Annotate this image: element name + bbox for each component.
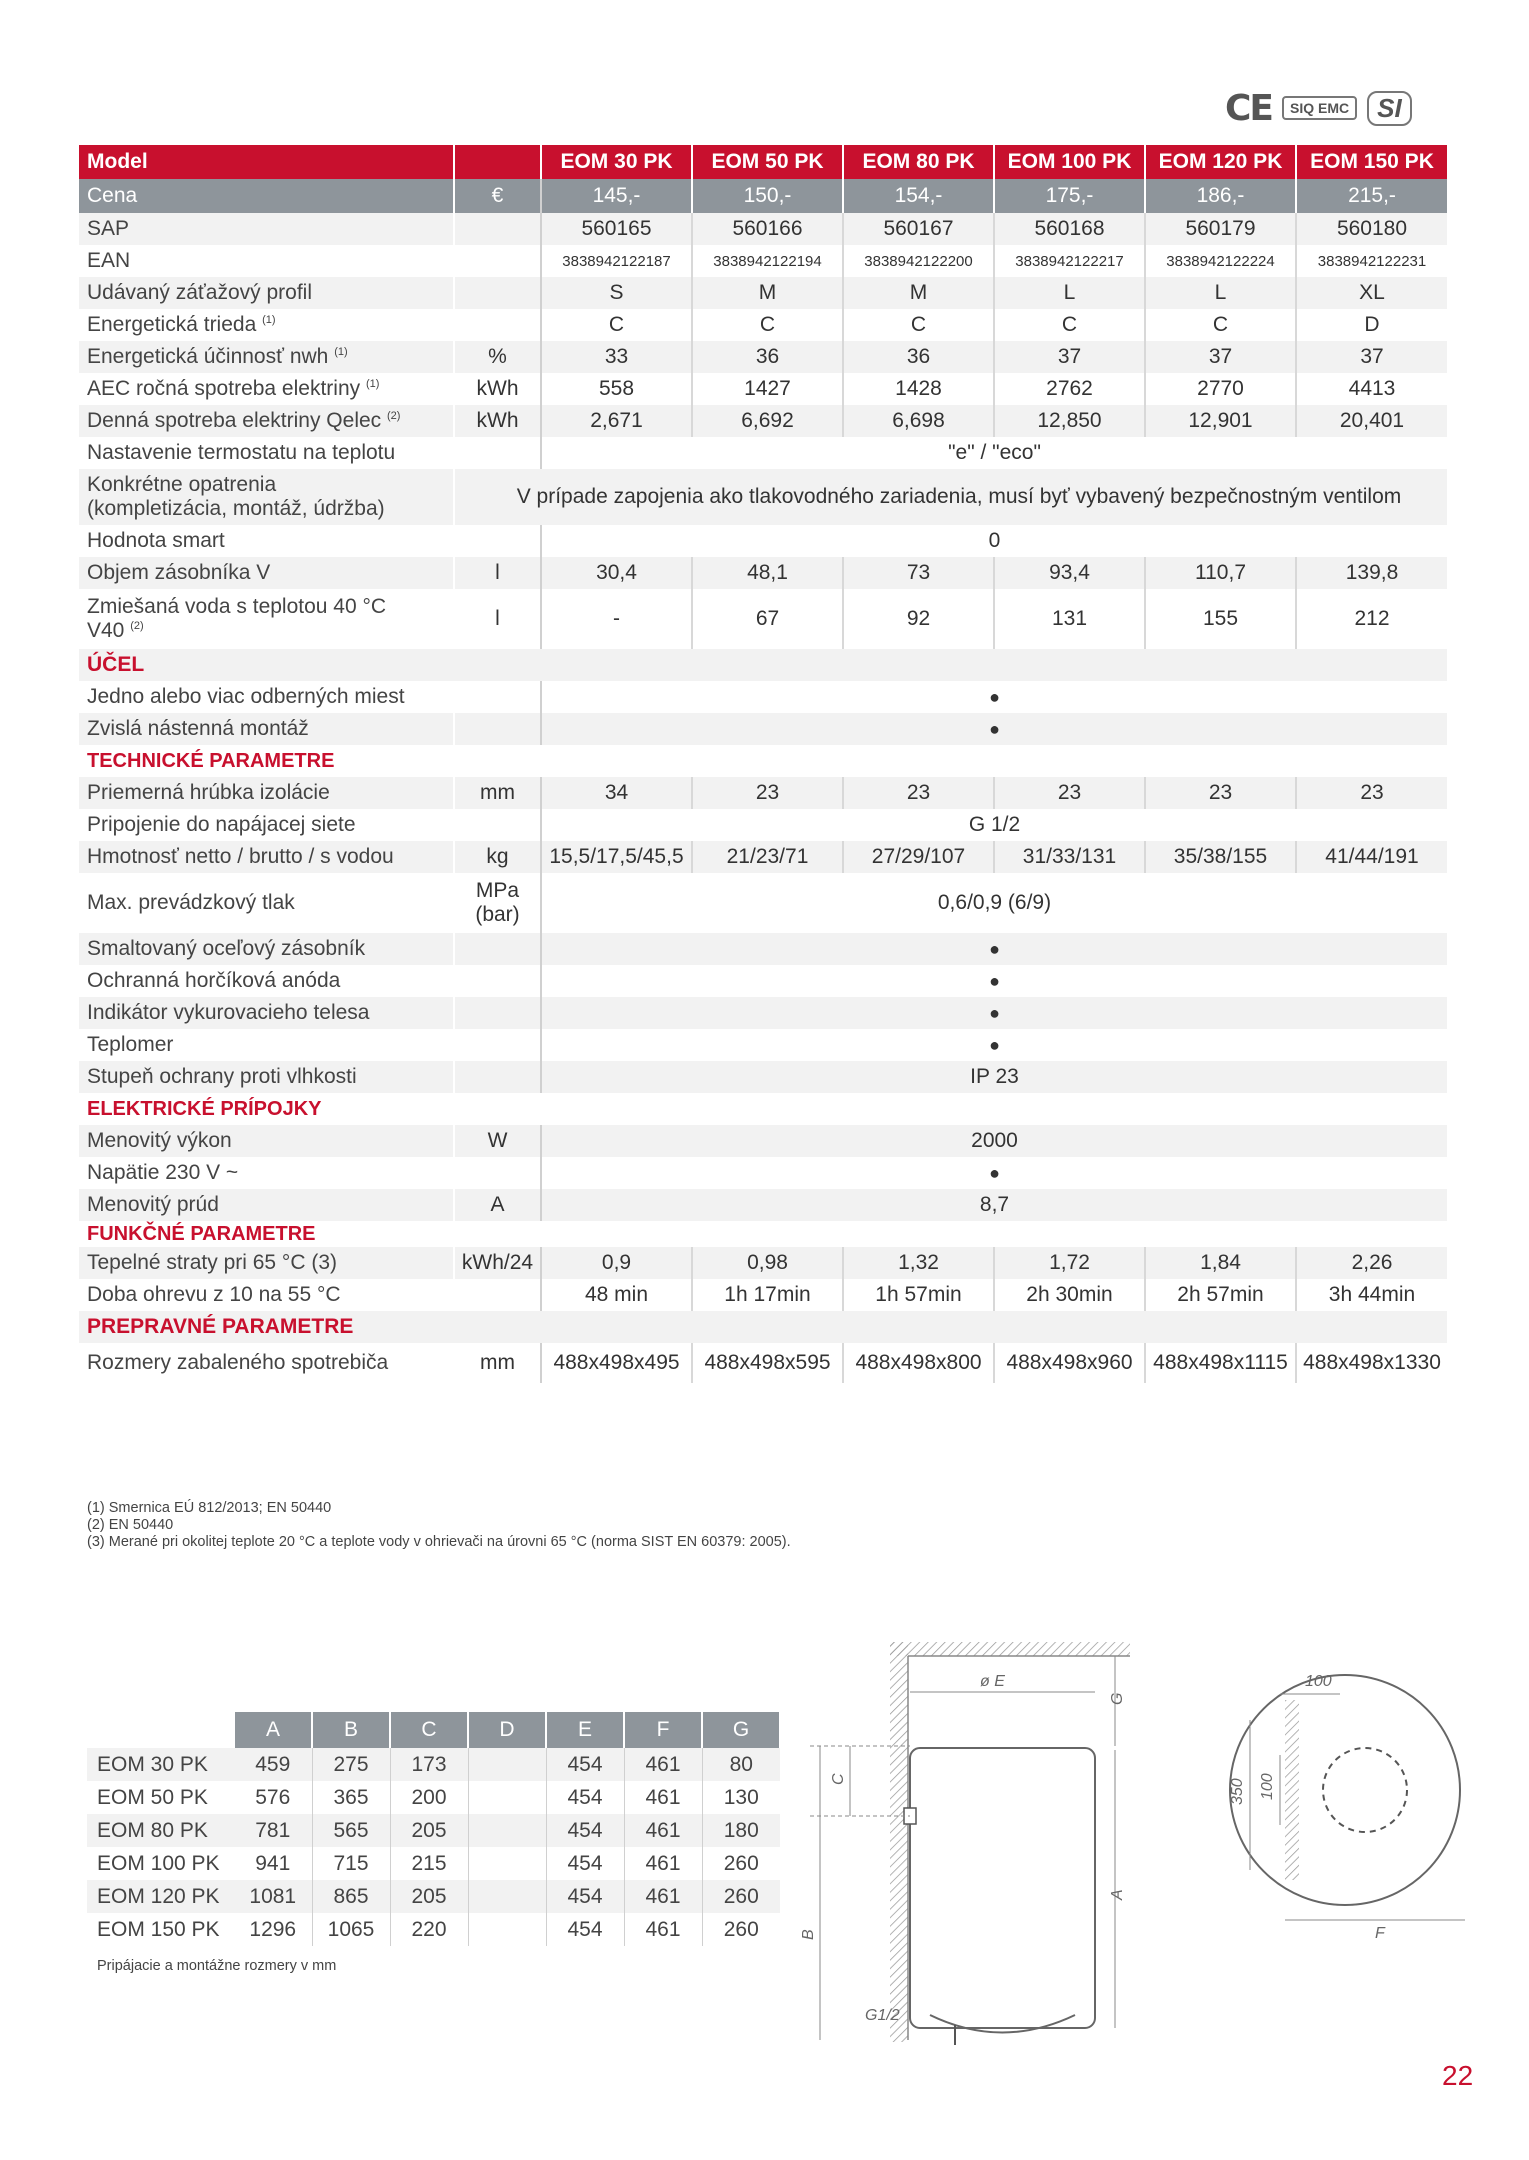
technical-drawing <box>780 1620 1500 2050</box>
weight-row: Hmotnosť netto / brutto / s vodou kg 15,5/17,5/45,5 21/23/71 27/29/107 31/33/131 35/38/155 41/44/191 <box>79 841 1449 873</box>
dimensions-note: Pripájacie a montážne rozmery v mm <box>97 1958 337 1974</box>
price-row: Cena € 145,- 150,- 154,- 175,- 186,- 215,- <box>79 179 1449 213</box>
footnote: (3) Merané pri okolitej teplote 20 °C a teplote vody v ohrievači na úrovni 65 °C (norma SIST EN 60379: 2005). <box>87 1534 791 1550</box>
thermostat-row: Nastavenie termostatu na teplotu "e" / "eco" <box>79 437 1449 469</box>
spec-table <box>79 145 1449 1383</box>
footnote: (1) Smernica EÚ 812/2013; EN 50440 <box>87 1500 332 1516</box>
thermometer-row: Teplomer ● <box>79 1029 1449 1061</box>
load-profile-row: Udávaný záťažový profil S M M L L XL <box>79 277 1449 309</box>
table-row: EOM 30 PK 459 275 173 454 461 80 <box>87 1748 780 1781</box>
heat-time-row: Doba ohrevu z 10 na 55 °C 48 min 1h 17min 1h 57min 2h 30min 2h 57min 3h 44min <box>79 1279 1449 1311</box>
dim-c-label: C <box>830 1773 847 1785</box>
ip-row: Stupeň ochrany proti vlhkosti IP 23 <box>79 1061 1449 1093</box>
one-or-more-row: Jedno alebo viac odberných miest ● <box>79 681 1449 713</box>
section-transport: PREPRAVNÉ PARAMETRE <box>79 1311 1449 1343</box>
dimensions-table <box>87 1712 781 1946</box>
dims-header-row: A B C D E F G <box>87 1712 780 1748</box>
page-number: 22 <box>1442 2060 1474 2091</box>
model-col: EOM 30 PK <box>542 145 693 179</box>
section-elec: ELEKTRICKÉ PRÍPOJKY <box>79 1093 1449 1125</box>
ceiling-hatch <box>890 1642 1130 1656</box>
current-row: Menovitý prúd A 8,7 <box>79 1189 1449 1221</box>
siq-emc-mark: SIQ EMC <box>1282 96 1357 120</box>
energy-class-row: Energetická trieda $^{(1)}$ C C C C C D <box>79 309 1449 341</box>
footnotes <box>87 1500 791 1551</box>
volume-row: Objem zásobníka V l 30,4 48,1 73 93,4 110,7 139,8 <box>79 557 1449 589</box>
smart-row: Hodnota smart 0 <box>79 525 1449 557</box>
model-col: EOM 150 PK <box>1297 145 1449 179</box>
dim-e-label: ø E <box>980 1673 1005 1690</box>
dim-350-label: 350 <box>1229 1778 1246 1805</box>
model-header: Model <box>79 145 455 179</box>
enamel-row: Smaltovaný oceľový zásobník ● <box>79 933 1449 965</box>
pressure-row: Max. prevádzkový tlak MPa (bar) 0,6/0,9 (6/9) <box>79 873 1449 933</box>
indicator-row: Indikátor vykurovacieho telesa ● <box>79 997 1449 1029</box>
vertical-row: Zvislá nástenná montáž ● <box>79 713 1449 745</box>
mixed-water-row: Zmiešaná voda s teplotou 40 °C V40 $^{(2)}$ l - 67 92 131 155 212 <box>79 589 1449 649</box>
connection-row: Pripojenie do napájacej siete G 1/2 <box>79 809 1449 841</box>
wall-hatch <box>890 1642 908 2042</box>
bracket-hatch <box>1285 1700 1299 1880</box>
ce-mark: CE <box>1225 87 1273 129</box>
si-mark: SI <box>1367 91 1412 126</box>
measures-row: Konkrétne opatrenia (kompletizácia, montáž, údržba) V prípade zapojenia ako tlakovodného zariadenia, musí byť vybavený bezpečnostným ventilom <box>79 469 1449 525</box>
dim-g-label: G <box>1109 1692 1126 1705</box>
table-row: EOM 150 PK 1296 1065 220 454 461 260 <box>87 1913 780 1946</box>
model-col: EOM 80 PK <box>844 145 995 179</box>
aec-row: AEC ročná spotreba elektriny $^{(1)}$ kWh 558 1427 1428 2762 2770 4413 <box>79 373 1449 405</box>
footnote: (2) EN 50440 <box>87 1517 174 1533</box>
dim-f-label: F <box>1375 1925 1385 1942</box>
packed-row: Rozmery zabaleného spotrebiča mm 488x498x495 488x498x595 488x498x800 488x498x960 488x498x1115 488x498x1330 <box>79 1343 1449 1383</box>
voltage-row: Napätie 230 V ~ ● <box>79 1157 1449 1189</box>
model-col: EOM 50 PK <box>693 145 844 179</box>
tank-body <box>910 1748 1095 2028</box>
dim-a-label: A <box>1109 1889 1126 1900</box>
qelec-row: Denná spotreba elektriny Qelec $^{(2)}$ kWh 2,671 6,692 6,698 12,850 12,901 20,401 <box>79 405 1449 437</box>
model-col: EOM 100 PK <box>995 145 1146 179</box>
section-func: FUNKČNÉ PARAMETRE <box>79 1221 1449 1247</box>
model-col: EOM 120 PK <box>1146 145 1297 179</box>
section-tech: TECHNICKÉ PARAMETRE <box>79 745 1449 777</box>
power-row: Menovitý výkon W 2000 <box>79 1125 1449 1157</box>
table-row: EOM 80 PK 781 565 205 454 461 180 <box>87 1814 780 1847</box>
dim-100-label: 100 <box>1259 1773 1276 1800</box>
dim-g12-label: G1/2 <box>865 2007 900 2024</box>
insulation-row: Priemerná hrúbka izolácie mm 34 23 23 23 23 23 <box>79 777 1449 809</box>
header-row <box>79 145 1449 179</box>
heat-loss-row: Tepelné straty pri 65 °C (3) kWh/24 0,9 0,98 1,32 1,72 1,84 2,26 <box>79 1247 1449 1279</box>
section-purpose: ÚČEL <box>79 649 1449 681</box>
table-row: EOM 100 PK 941 715 215 454 461 260 <box>87 1847 780 1880</box>
certification-logos <box>1225 86 1455 130</box>
efficiency-row: Energetická účinnosť nwh $^{(1)}$ % 33 36 36 37 37 37 <box>79 341 1449 373</box>
table-row: EOM 120 PK 1081 865 205 454 461 260 <box>87 1880 780 1913</box>
table-row: EOM 50 PK 576 365 200 454 461 130 <box>87 1781 780 1814</box>
sap-row: SAP 560165 560166 560167 560168 560179 560180 <box>79 213 1449 245</box>
anode-row: Ochranná horčíková anóda ● <box>79 965 1449 997</box>
dim-b-label: B <box>800 1929 817 1940</box>
dim-100-top-label: 100 <box>1305 1673 1332 1690</box>
ean-row: EAN 3838942122187 3838942122194 3838942122200 3838942122217 3838942122224 3838942122231 <box>79 245 1449 277</box>
